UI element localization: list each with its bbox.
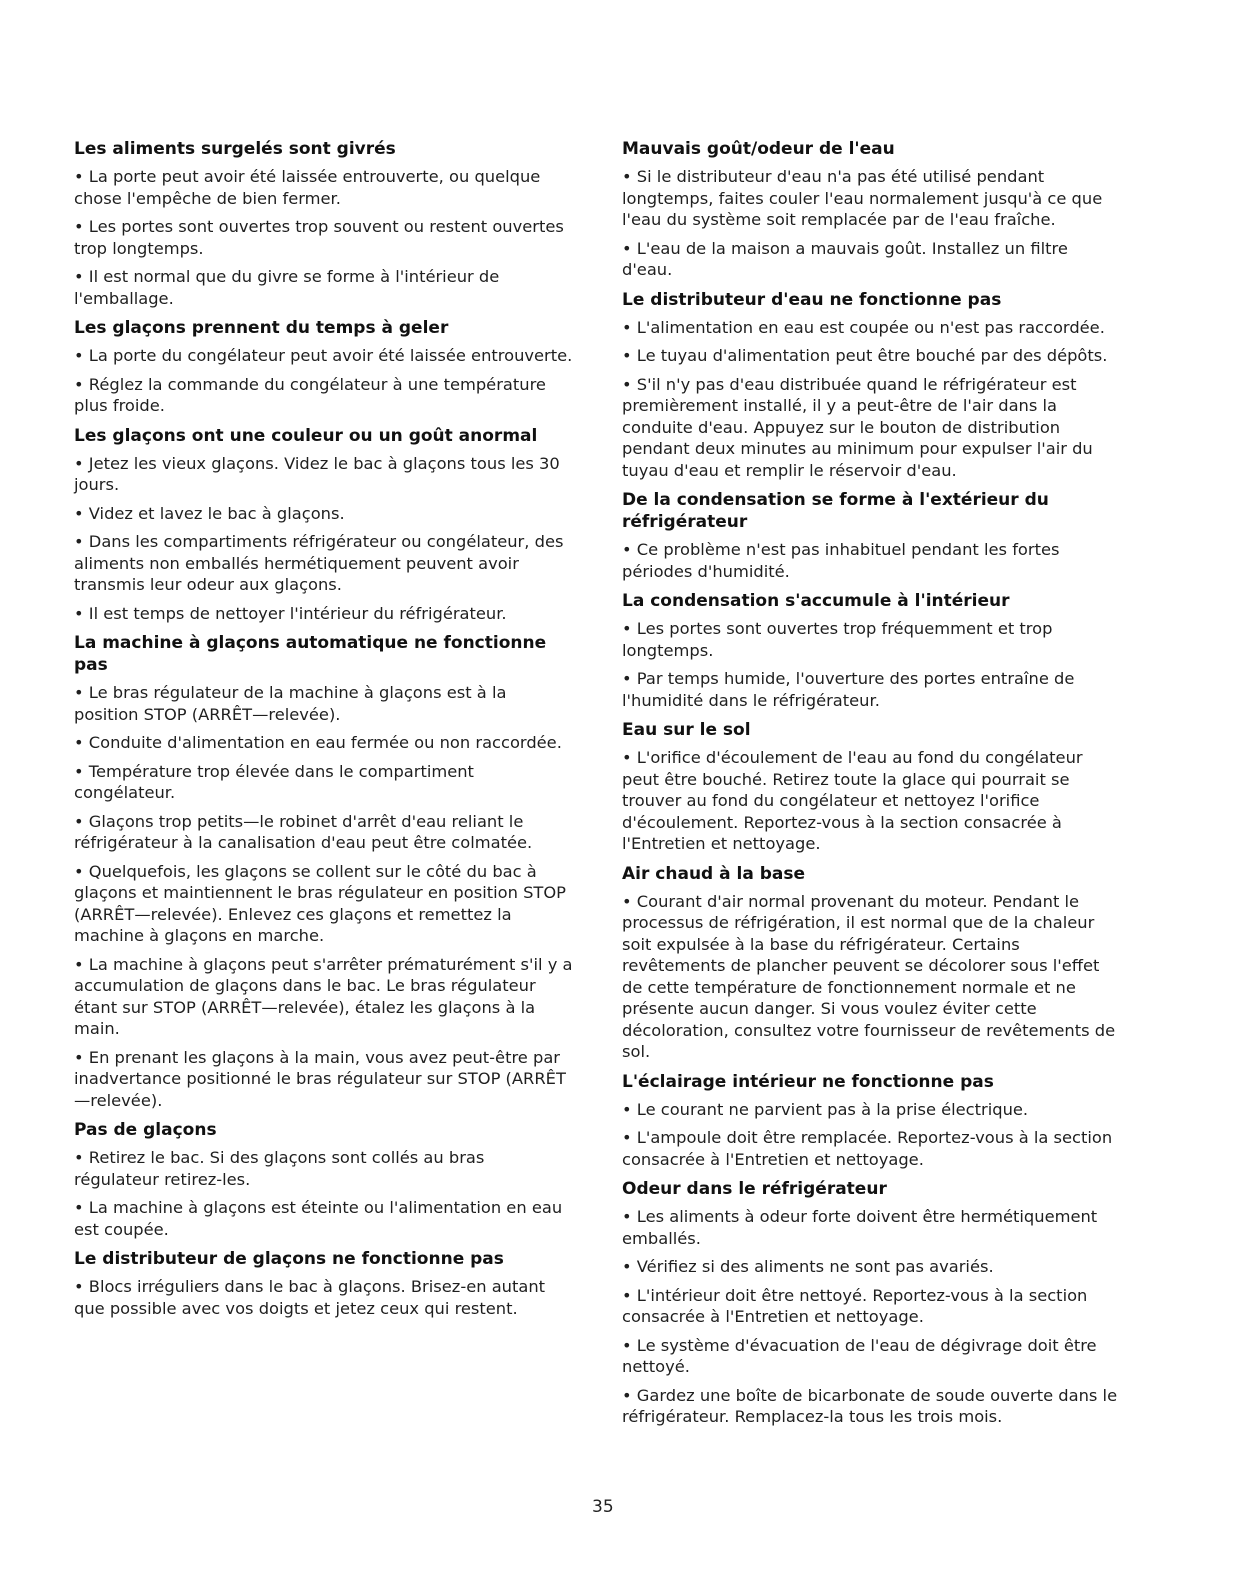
bullet-item: • Vérifiez si des aliments ne sont pas avariés. bbox=[622, 1257, 994, 1276]
bullet-item: • Réglez la commande du congélateur à une température plus froide. bbox=[74, 374, 546, 415]
bullet-item: • Il est temps de nettoyer l'intérieur du réfrigérateur. bbox=[74, 603, 507, 623]
right-column bbox=[622, 138, 1122, 1436]
bullet-item: • L'alimentation en eau est coupée ou n'est pas raccordée. bbox=[622, 317, 1105, 337]
bullet-item: • Glaçons trop petits—le robinet d'arrêt d'eau reliant le réfrigérateur à la canalisation d'eau peut être colmatée. bbox=[74, 811, 533, 852]
troubleshooting-section bbox=[622, 719, 1122, 855]
bullet-item: • Il est normal que du givre se forme à l'intérieur de l'emballage. bbox=[74, 267, 500, 308]
bullet-item: • Courant d'air normal provenant du moteur. Pendant le processus de réfrigération, il est normal que de la chaleur soit expulsée à la base du réfrigérateur. Certains revêtements de plancher peuvent se décolorer sous l'effet de cette température de fonctionnement normale et ne présente aucun danger. Si vous voulez éviter cette décoloration, consultez votre fournisseur de revêtements de sol. bbox=[622, 891, 1116, 1061]
troubleshooting-section bbox=[622, 590, 1122, 711]
troubleshooting-section bbox=[74, 138, 574, 309]
bullet-item: • Les portes sont ouvertes trop souvent ou restent ouvertes trop longtemps. bbox=[74, 217, 564, 258]
section-heading: Eau sur le sol bbox=[622, 720, 751, 740]
section-heading: De la condensation se forme à l'extérieur du réfrigérateur bbox=[622, 490, 1049, 532]
bullet-item: • La machine à glaçons est éteinte ou l'alimentation en eau est coupée. bbox=[74, 1198, 563, 1239]
troubleshooting-section bbox=[622, 138, 1122, 281]
troubleshooting-section bbox=[74, 632, 574, 1111]
troubleshooting-section bbox=[622, 863, 1122, 1063]
troubleshooting-section bbox=[74, 1119, 574, 1240]
bullet-item: • Température trop élevée dans le compartiment congélateur. bbox=[74, 761, 474, 802]
page-number: 35 bbox=[592, 1497, 614, 1517]
bullet-item: • Les portes sont ouvertes trop fréquemment et trop longtemps. bbox=[622, 619, 1053, 660]
section-heading: Air chaud à la base bbox=[622, 863, 806, 884]
section-heading: L'éclairage intérieur ne fonctionne pas bbox=[622, 1071, 994, 1092]
section-heading: La condensation s'accumule à l'intérieur bbox=[622, 591, 1010, 611]
bullet-item: • La porte du congélateur peut avoir été laissée entrouverte. bbox=[74, 346, 573, 365]
troubleshooting-section bbox=[622, 1178, 1122, 1428]
bullet-item: • Le système d'évacuation de l'eau de dégivrage doit être nettoyé. bbox=[622, 1335, 1097, 1376]
bullet-item: • L'ampoule doit être remplacée. Reportez-vous à la section consacrée à l'Entretien et nettoyage. bbox=[622, 1128, 1113, 1169]
bullet-item: • La porte peut avoir été laissée entrouverte, ou quelque chose l'empêche de bien fermer. bbox=[74, 167, 541, 208]
bullet-item: • L'eau de la maison a mauvais goût. Installez un filtre d'eau. bbox=[622, 238, 1068, 279]
bullet-item: • Quelquefois, les glaçons se collent sur le côté du bac à glaçons et maintiennent le bras régulateur en position STOP (ARRÊT—relevée). Enlevez ces glaçons et remettez la machine à glaçons en marche. bbox=[74, 861, 566, 945]
bullet-item: • Retirez le bac. Si des glaçons sont collés au bras régulateur retirez-les. bbox=[74, 1148, 485, 1189]
bullet-item: • Si le distributeur d'eau n'a pas été utilisé pendant longtemps, faites couler l'eau normalement jusqu'à ce que l'eau du système soit remplacée par de l'eau fraîche. bbox=[622, 167, 1103, 229]
left-column bbox=[74, 138, 574, 1327]
bullet-item: • Par temps humide, l'ouverture des portes entraîne de l'humidité dans le réfrigérateur. bbox=[622, 669, 1075, 710]
bullet-item: • Le tuyau d'alimentation peut être bouché par des dépôts. bbox=[622, 346, 1108, 365]
section-heading: Les glaçons prennent du temps à geler bbox=[74, 318, 449, 338]
bullet-item: • Le courant ne parvient pas à la prise électrique. bbox=[622, 1099, 1029, 1119]
troubleshooting-section bbox=[74, 317, 574, 417]
section-heading: Pas de glaçons bbox=[74, 1120, 217, 1140]
bullet-item: • Les aliments à odeur forte doivent être hermétiquement emballés. bbox=[622, 1207, 1098, 1248]
bullet-item: • S'il n'y pas d'eau distribuée quand le réfrigérateur est premièrement installé, il y a peut-être de l'air dans la conduite d'eau. Appuyez sur le bouton de distribution pendant deux minutes au minimum pour expulser l'air du tuyau d'eau et remplir le réservoir d'eau. bbox=[622, 374, 1093, 480]
troubleshooting-section bbox=[622, 1071, 1122, 1171]
bullet-item: • Videz et lavez le bac à glaçons. bbox=[74, 503, 345, 523]
bullet-item: • Conduite d'alimentation en eau fermée ou non raccordée. bbox=[74, 733, 562, 752]
bullet-item: • La machine à glaçons peut s'arrêter prématurément s'il y a accumulation de glaçons dans le bac. Le bras régulateur étant sur STOP (ARRÊT—relevée), étalez les glaçons à la main. bbox=[74, 954, 573, 1038]
section-heading: Le distributeur d'eau ne fonctionne pas bbox=[622, 289, 1002, 310]
section-heading: Les glaçons ont une couleur ou un goût anormal bbox=[74, 425, 538, 446]
bullet-item: • Le bras régulateur de la machine à glaçons est à la position STOP (ARRÊT—relevée). bbox=[74, 683, 507, 724]
bullet-item: • L'orifice d'écoulement de l'eau au fond du congélateur peut être bouché. Retirez toute la glace qui pourrait se trouver au fond du congélateur et nettoyez l'orifice d'écoulement. Reportez-vous à la section consacrée à l'Entretien et nettoyage. bbox=[622, 748, 1083, 853]
section-heading: Le distributeur de glaçons ne fonctionne pas bbox=[74, 1249, 504, 1269]
section-heading: Odeur dans le réfrigérateur bbox=[622, 1179, 887, 1199]
troubleshooting-section bbox=[622, 289, 1122, 482]
troubleshooting-section bbox=[622, 489, 1122, 582]
bullet-item: • L'intérieur doit être nettoyé. Reportez-vous à la section consacrée à l'Entretien et nettoyage. bbox=[622, 1285, 1088, 1326]
section-heading: La machine à glaçons automatique ne fonctionne pas bbox=[74, 633, 547, 675]
bullet-item: • Blocs irréguliers dans le bac à glaçons. Brisez-en autant que possible avec vos doigts et jetez ceux qui restent. bbox=[74, 1277, 546, 1318]
bullet-item: • Jetez les vieux glaçons. Videz le bac à glaçons tous les 30 jours. bbox=[74, 453, 560, 494]
bullet-item: • En prenant les glaçons à la main, vous avez peut-être par inadvertance positionné le bras régulateur sur STOP (ARRÊT—relevée). bbox=[74, 1047, 566, 1110]
troubleshooting-section bbox=[74, 1248, 574, 1319]
troubleshooting-section bbox=[74, 425, 574, 625]
bullet-item: • Ce problème n'est pas inhabituel pendant les fortes périodes d'humidité. bbox=[622, 540, 1060, 581]
bullet-item: • Gardez une boîte de bicarbonate de soude ouverte dans le réfrigérateur. Remplacez-la tous les trois mois. bbox=[622, 1385, 1118, 1426]
section-heading: Les aliments surgelés sont givrés bbox=[74, 139, 396, 159]
section-heading: Mauvais goût/odeur de l'eau bbox=[622, 139, 895, 159]
bullet-item: • Dans les compartiments réfrigérateur ou congélateur, des aliments non emballés hermétiquement peuvent avoir transmis leur odeur aux glaçons. bbox=[74, 532, 564, 594]
